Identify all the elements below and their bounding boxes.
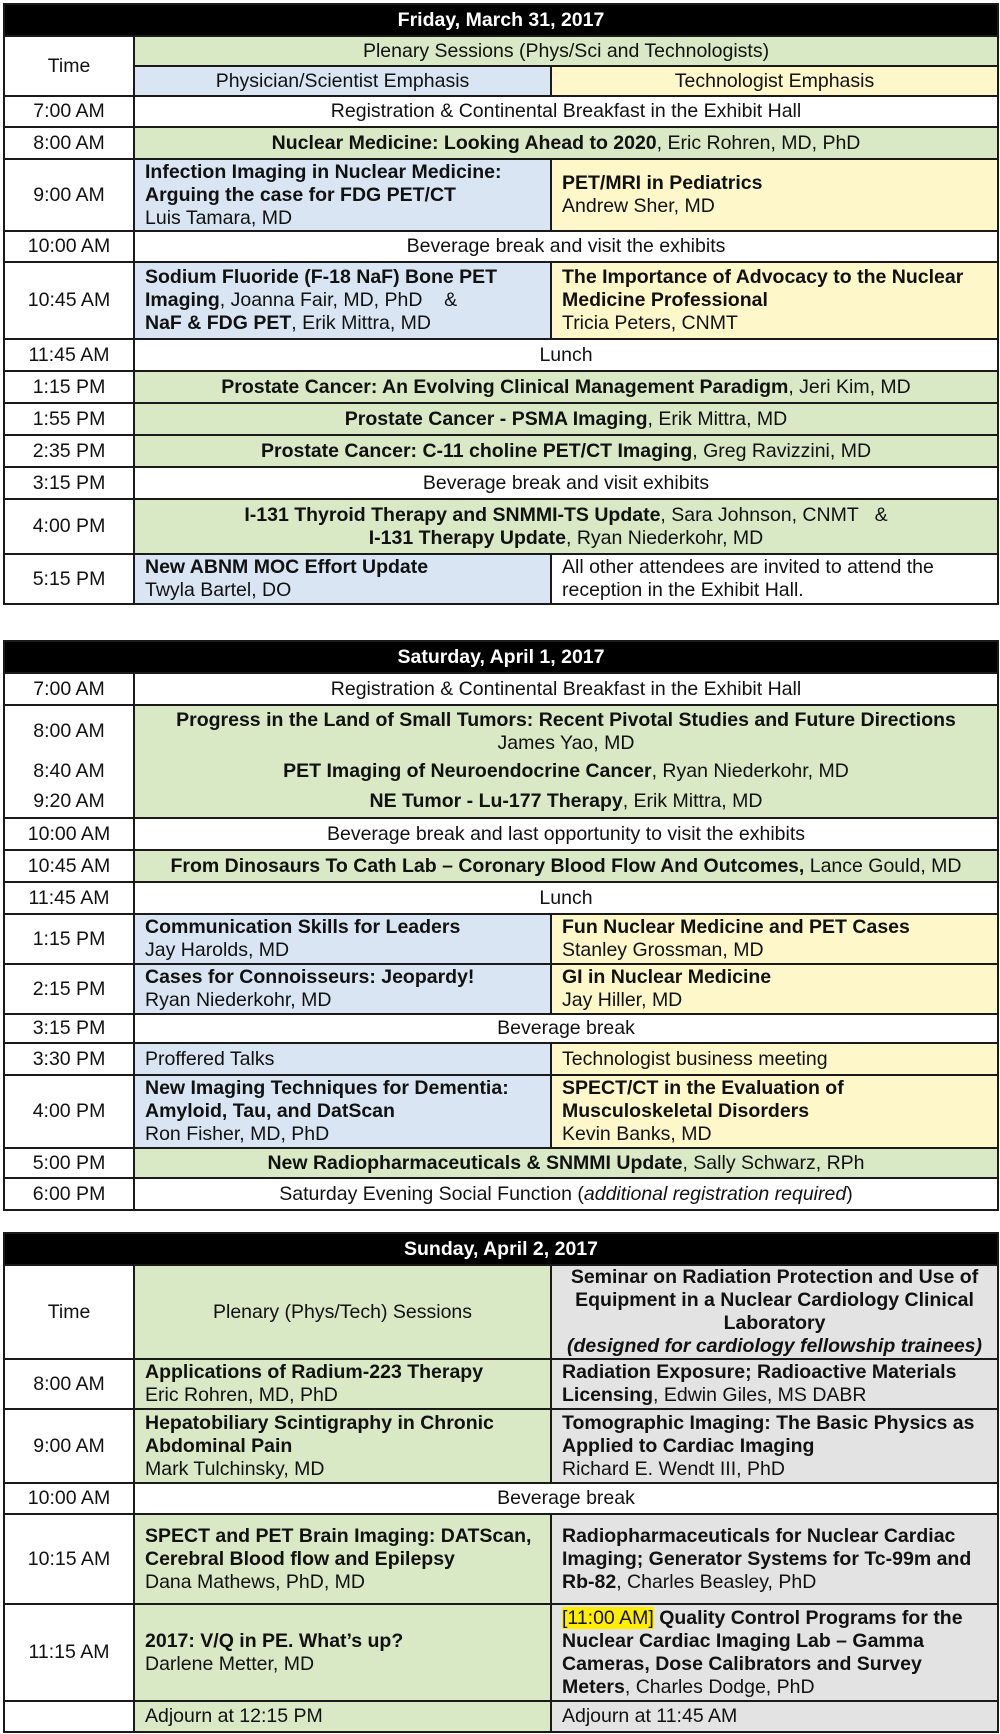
time-column-header: Time [4, 36, 134, 96]
table-row [4, 554, 998, 604]
table-row [4, 1359, 998, 1409]
friday-schedule-table [3, 3, 999, 605]
table-row [4, 1483, 998, 1514]
session-speaker: Richard E. Wendt III, PhD [562, 1457, 785, 1480]
session-text: Lunch [134, 339, 998, 371]
table-row [4, 786, 998, 818]
session-time: 9:20 AM [4, 786, 134, 818]
session-speaker: Twyla Bartel, DO [145, 579, 292, 601]
session-title: NaF & FDG PET [145, 312, 292, 334]
plenary-session-cell [134, 1604, 551, 1701]
session-speaker: Andrew Sher, MD [562, 195, 715, 217]
session-title: PET/MRI in Pediatrics [562, 172, 763, 194]
session-title: I-131 Therapy Update [368, 526, 566, 549]
table-row [4, 339, 998, 371]
highlighted-time: [11:00 AM] [562, 1606, 654, 1629]
table-row [4, 1604, 998, 1701]
table-row [4, 159, 998, 231]
session-time: 1:15 PM [4, 371, 134, 403]
session-text: Registration & Continental Breakfast in the Exhibit Hall [134, 96, 998, 127]
session-title: The Importance of Advocacy to the Nuclear Medicine Professional [562, 266, 964, 311]
session-time: 11:45 AM [4, 882, 134, 914]
session-speaker: Stanley Grossman, MD [562, 939, 764, 961]
physician-session-cell: Proffered Talks [134, 1043, 551, 1075]
table-row [4, 1178, 998, 1210]
table-row [4, 914, 998, 964]
session-speaker: Eric Rohren, MD, PhD [145, 1384, 338, 1406]
session-title: Prostate Cancer - PSMA Imaging [344, 407, 648, 430]
sunday-header: Sunday, April 2, 2017 [4, 1233, 998, 1265]
technologist-session-cell [551, 159, 998, 231]
physician-session-cell [134, 1075, 551, 1148]
table-row [4, 882, 998, 914]
friday-column-header-row [4, 36, 998, 66]
friday-header: Friday, March 31, 2017 [4, 4, 998, 36]
session-time: 3:15 PM [4, 467, 134, 499]
session-speaker: , Eric Rohren, MD, PhD [656, 131, 861, 154]
technologist-session-cell [551, 262, 998, 339]
session-speaker: Dana Mathews, PhD, MD [145, 1570, 365, 1593]
session-text: Saturday Evening Social Function ( [279, 1182, 584, 1205]
session-cell [134, 1148, 998, 1178]
session-title: GI in Nuclear Medicine [562, 966, 772, 988]
session-cell [134, 127, 998, 159]
session-time: 10:15 AM [4, 1514, 134, 1604]
physician-session-cell [134, 964, 551, 1014]
session-cell [134, 1178, 998, 1210]
technologist-session-cell: All other attendees are invited to attend the reception in the Exhibit Hall. [551, 554, 998, 604]
session-cell [134, 403, 998, 435]
table-row [4, 1014, 998, 1043]
session-time: 8:00 AM [4, 1359, 134, 1409]
session-cell [134, 705, 998, 757]
session-title: Nuclear Medicine: Looking Ahead to 2020 [271, 131, 657, 154]
table-row [4, 127, 998, 159]
session-time: 9:00 AM [4, 159, 134, 231]
table-row [4, 1043, 998, 1075]
session-text: Beverage break [134, 1014, 998, 1043]
table-row [4, 818, 998, 850]
session-time: 10:00 AM [4, 231, 134, 262]
session-time: 4:00 PM [4, 499, 134, 554]
session-text: Beverage break [134, 1483, 998, 1514]
session-text: Registration & Continental Breakfast in the Exhibit Hall [134, 673, 998, 705]
friday-track-header-row [4, 66, 998, 96]
session-title: Fun Nuclear Medicine and PET Cases [562, 916, 910, 938]
session-speaker: , Charles Dodge, PhD [624, 1675, 815, 1698]
saturday-header: Saturday, April 1, 2017 [4, 641, 998, 673]
session-title: Cases for Connoisseurs: Jeopardy! [145, 966, 475, 988]
session-text: Beverage break and visit the exhibits [134, 231, 998, 262]
session-time: 7:00 AM [4, 96, 134, 127]
plenary-session-cell [134, 1409, 551, 1483]
session-title: I-131 Thyroid Therapy and SNMMI-TS Update [244, 503, 661, 526]
sunday-header-row [4, 1233, 998, 1265]
plenary-sessions-header: Plenary Sessions (Phys/Sci and Technologists) [134, 36, 998, 66]
plenary-sessions-header: Plenary (Phys/Tech) Sessions [134, 1265, 551, 1359]
friday-header-row [4, 4, 998, 36]
sunday-schedule-table [3, 1232, 999, 1733]
table-row [4, 705, 998, 757]
session-time: 4:00 PM [4, 1075, 134, 1148]
table-row [4, 1701, 998, 1732]
session-title: NE Tumor - Lu-177 Therapy [369, 790, 623, 812]
session-title: Tomographic Imaging: The Basic Physics as Applied to Cardiac Imaging [562, 1411, 975, 1457]
session-time: 5:15 PM [4, 554, 134, 604]
seminar-session-cell [551, 1409, 998, 1483]
session-time [4, 1701, 134, 1732]
session-speaker: , Erik Mittra, MD [622, 790, 763, 812]
table-row [4, 262, 998, 339]
session-title: Radiation Exposure; Radioactive Materials Licensing [562, 1361, 957, 1406]
session-title: Infection Imaging in Nuclear Medicine: Arguing the case for FDG PET/CT [145, 160, 502, 206]
technologist-session-cell [551, 914, 998, 964]
session-time: 1:55 PM [4, 403, 134, 435]
seminar-header [551, 1265, 998, 1359]
session-time: 2:35 PM [4, 435, 134, 467]
session-cell [134, 371, 998, 403]
session-speaker: Mark Tulchinsky, MD [145, 1457, 325, 1480]
table-row [4, 371, 998, 403]
session-time: 6:00 PM [4, 1178, 134, 1210]
session-time: 8:40 AM [4, 757, 134, 786]
session-time: 10:45 AM [4, 850, 134, 882]
plenary-session-cell [134, 1359, 551, 1409]
time-column-header: Time [4, 1265, 134, 1359]
session-speaker: Darlene Metter, MD [145, 1652, 315, 1675]
table-row [4, 435, 998, 467]
seminar-session-cell [551, 1359, 998, 1409]
session-title: New Imaging Techniques for Dementia: Amyloid, Tau, and DatScan [145, 1077, 509, 1122]
session-speaker: Jay Harolds, MD [145, 939, 290, 961]
technologist-session-cell: Technologist business meeting [551, 1043, 998, 1075]
seminar-note: (designed for cardiology fellowship trainees) [567, 1335, 982, 1357]
session-title: Hepatobiliary Scintigraphy in Chronic Abdominal Pain [145, 1411, 494, 1457]
table-row [4, 964, 998, 1014]
session-speaker: , Greg Ravizzini, MD [692, 439, 872, 462]
session-title: Prostate Cancer: An Evolving Clinical Management Paradigm [221, 375, 789, 398]
table-row [4, 499, 998, 554]
table-row [4, 1075, 998, 1148]
session-speaker: Ron Fisher, MD, PhD [145, 1123, 330, 1145]
seminar-title: Seminar on Radiation Protection and Use of Equipment in a Nuclear Cardiology Clinical Laboratory [570, 1266, 979, 1334]
session-text: Beverage break and visit exhibits [134, 467, 998, 499]
session-title: 2017: V/Q in PE. What’s up? [145, 1629, 404, 1652]
session-time: 8:00 AM [4, 705, 134, 757]
session-cell [134, 435, 998, 467]
session-time: 2:15 PM [4, 964, 134, 1014]
seminar-session-cell [551, 1514, 998, 1604]
session-title: New ABNM MOC Effort Update [145, 556, 429, 578]
session-time: 5:00 PM [4, 1148, 134, 1178]
session-title: PET Imaging of Neuroendocrine Cancer [283, 760, 652, 782]
session-title: Sodium Fluoride (F-18 NaF) Bone PET Imaging [145, 266, 498, 311]
session-speaker: , Erik Mittra, MD [291, 312, 432, 334]
table-row [4, 850, 998, 882]
session-cell [134, 757, 998, 786]
saturday-header-row [4, 641, 998, 673]
session-title: Radiopharmaceuticals for Nuclear Cardiac Imaging; Generator Systems for Tc-99m and Rb-82 [562, 1524, 972, 1593]
session-time: 7:00 AM [4, 673, 134, 705]
table-row [4, 757, 998, 786]
session-time: 8:00 AM [4, 127, 134, 159]
physician-session-cell [134, 159, 551, 231]
session-speaker: Lance Gould, MD [804, 854, 962, 877]
session-time: 1:15 PM [4, 914, 134, 964]
session-time: 10:00 AM [4, 1483, 134, 1514]
physician-session-cell [134, 262, 551, 339]
physician-emphasis-header: Physician/Scientist Emphasis [134, 66, 551, 96]
session-title: Applications of Radium-223 Therapy [145, 1361, 484, 1383]
table-row [4, 1148, 998, 1178]
session-time: 11:45 AM [4, 339, 134, 371]
session-speaker: , Erik Mittra, MD [647, 407, 788, 430]
technologist-emphasis-header: Technologist Emphasis [551, 66, 998, 96]
session-speaker: , Sally Schwarz, RPh [682, 1151, 865, 1174]
saturday-schedule-table [3, 640, 999, 1211]
session-speaker: Jay Hiller, MD [562, 989, 683, 1011]
table-row [4, 403, 998, 435]
session-cell [134, 499, 998, 554]
session-speaker: , Sara Johnson, CNMT & [660, 503, 888, 526]
session-speaker: , Joanna Fair, MD, PhD & [219, 289, 458, 311]
table-row [4, 673, 998, 705]
physician-session-cell [134, 554, 551, 604]
session-text: ) [846, 1182, 853, 1205]
session-title: Quality Control Programs for the Nuclear Cardiac Imaging Lab – Gamma Cameras, Dose Calibrators and Survey Meters [562, 1606, 968, 1698]
plenary-session-cell [134, 1514, 551, 1604]
session-time: 9:00 AM [4, 1409, 134, 1483]
session-title: Communication Skills for Leaders [145, 916, 461, 938]
session-speaker: , Ryan Niederkohr, MD [566, 526, 764, 549]
plenary-adjourn: Adjourn at 12:15 PM [134, 1701, 551, 1732]
session-time: 3:15 PM [4, 1014, 134, 1043]
session-time: 11:15 AM [4, 1604, 134, 1701]
technologist-session-cell [551, 964, 998, 1014]
table-row [4, 96, 998, 127]
seminar-session-cell [551, 1604, 998, 1701]
technologist-session-cell [551, 1075, 998, 1148]
session-title: Progress in the Land of Small Tumors: Recent Pivotal Studies and Future Directions [176, 708, 956, 731]
session-speaker: , Ryan Niederkohr, MD [651, 760, 849, 782]
physician-session-cell [134, 914, 551, 964]
session-title: From Dinosaurs To Cath Lab – Coronary Blood Flow And Outcomes, [170, 854, 805, 877]
session-speaker: , Edwin Giles, MS DABR [653, 1384, 867, 1406]
session-speaker: Ryan Niederkohr, MD [145, 989, 332, 1011]
session-speaker: Tricia Peters, CNMT [562, 312, 738, 334]
session-title: Prostate Cancer: C-11 choline PET/CT Imaging [260, 439, 693, 462]
session-time: 10:00 AM [4, 818, 134, 850]
session-time: 3:30 PM [4, 1043, 134, 1075]
session-title: SPECT and PET Brain Imaging: DATScan, Cerebral Blood flow and Epilepsy [145, 1524, 532, 1570]
session-speaker: Luis Tamara, MD [145, 206, 293, 229]
session-time: 10:45 AM [4, 262, 134, 339]
session-speaker: , Jeri Kim, MD [788, 375, 911, 398]
seminar-adjourn: Adjourn at 11:45 AM [551, 1701, 998, 1732]
sunday-column-header-row [4, 1265, 998, 1359]
table-row [4, 1409, 998, 1483]
session-title: SPECT/CT in the Evaluation of Musculoskeletal Disorders [562, 1077, 844, 1122]
session-text: Beverage break and last opportunity to visit the exhibits [134, 818, 998, 850]
session-speaker: , Charles Beasley, PhD [616, 1570, 817, 1593]
session-note: additional registration required [583, 1182, 847, 1205]
table-row [4, 467, 998, 499]
table-row [4, 231, 998, 262]
session-title: New Radiopharmaceuticals & SNMMI Update [267, 1151, 683, 1174]
session-speaker: Kevin Banks, MD [562, 1123, 712, 1145]
session-cell [134, 850, 998, 882]
table-row [4, 1514, 998, 1604]
session-cell [134, 786, 998, 818]
session-text: Lunch [134, 882, 998, 914]
session-speaker: James Yao, MD [497, 731, 635, 754]
